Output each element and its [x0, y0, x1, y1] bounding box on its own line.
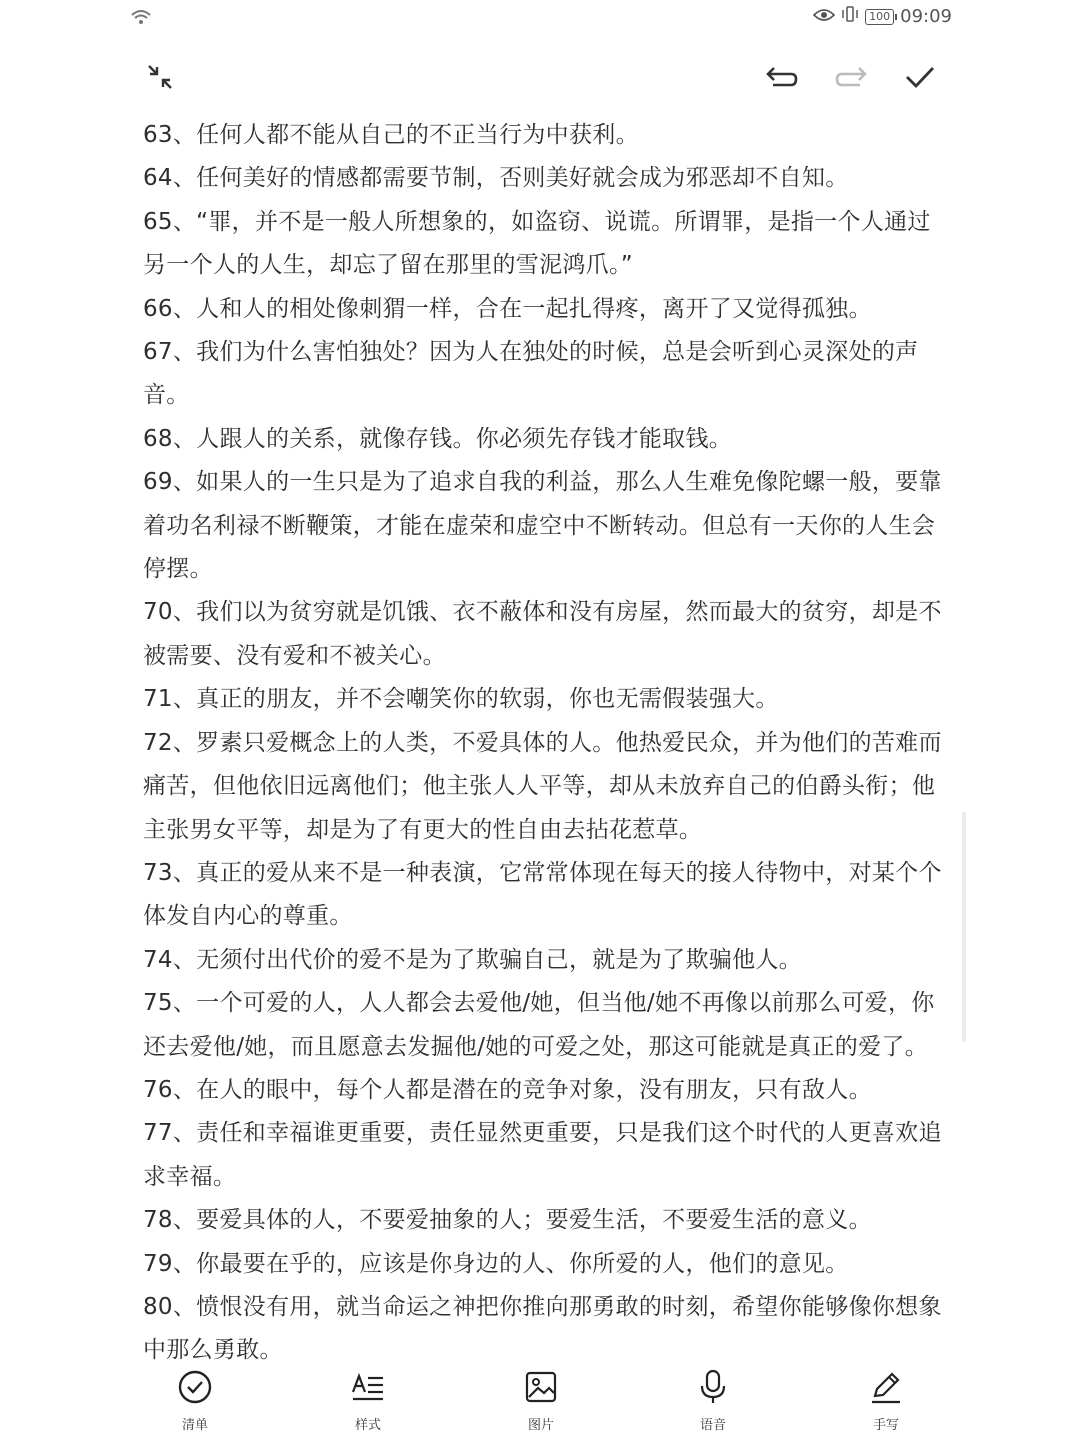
collapse-icon[interactable]: [135, 52, 185, 102]
note-paragraph: 70、我们以为贫穷就是饥饿、衣不蔽体和没有房屋，然而最大的贫穷，却是不被需要、没有爱和不被关心。: [143, 599, 942, 669]
voice-label: 语音: [699, 1418, 726, 1433]
note-paragraph: 65、“罪，并不是一般人所想象的，如盗窃、说谎。所谓罪，是指一个人通过另一个人的人生，却忘了留在那里的雪泥鸿爪。”: [143, 208, 931, 279]
battery-icon: 100: [865, 9, 894, 25]
voice-button[interactable]: [663, 1368, 763, 1433]
text-style-label: 样式: [354, 1418, 381, 1433]
image-label: 图片: [527, 1418, 554, 1433]
handwriting-button[interactable]: [836, 1368, 936, 1433]
note-paragraph: 78、要爱具体的人，不要爱抽象的人；要爱生活，不要爱生活的意义。: [143, 1207, 872, 1234]
status-indicators: [813, 6, 952, 27]
note-paragraph: 71、真正的朋友，并不会嘲笑你的软弱，你也无需假装强大。: [143, 686, 779, 713]
note-paragraph: 75、一个可爱的人，人人都会去爱他/她，但当他/她不再像以前那么可爱，你还去爱他/她，而且愿意去发掘他/她的可爱之处，那这可能就是真正的爱了。: [143, 990, 935, 1060]
note-paragraph: 80、愤恨没有用，就当命运之神把你推向那勇敢的时刻，希望你能够像你想象中那么勇敢。: [143, 1293, 942, 1364]
check-icon[interactable]: [895, 52, 945, 102]
text-style-button[interactable]: [318, 1368, 418, 1433]
editor-toolbar: [0, 52, 1080, 102]
note-paragraph: 73、真正的爱从来不是一种表演，它常常体现在每天的接人待物中，对某个个体发自内心的尊重。: [143, 859, 942, 930]
note-paragraph: 76、在人的眼中，每个人都是潜在的竞争对象，没有朋友，只有敌人。: [143, 1076, 872, 1103]
note-paragraph: 66、人和人的相处像刺猬一样，合在一起扎得疼，离开了又觉得孤独。: [143, 295, 872, 322]
image-button[interactable]: [491, 1368, 591, 1433]
image-icon: [522, 1368, 560, 1410]
note-paragraph: 74、无须付出代价的爱不是为了欺骗自己，就是为了欺骗他人。: [143, 946, 802, 973]
note-paragraph: 68、人跟人的关系，就像存钱。你必须先存钱才能取钱。: [143, 425, 733, 452]
checklist-button[interactable]: [145, 1368, 245, 1433]
checklist-icon: [176, 1368, 214, 1410]
vibrate-icon: [841, 6, 859, 27]
note-paragraph: 77、责任和幸福谁更重要，责任显然更重要，只是我们这个时代的人更喜欢追求幸福。: [143, 1120, 942, 1190]
scrollbar[interactable]: [962, 812, 966, 1042]
pen-icon: [867, 1368, 905, 1410]
undo-icon[interactable]: [757, 52, 807, 102]
checklist-label: 清单: [181, 1418, 208, 1433]
bottom-toolbar: [0, 1368, 1080, 1439]
status-bar: [0, 0, 1080, 36]
microphone-icon: [694, 1368, 732, 1410]
note-paragraph: 64、任何美好的情感都需要节制，否则美好就会成为邪恶却不自知。: [143, 165, 849, 192]
note-paragraph: 63、任何人都不能从自己的不正当行为中获利。: [143, 122, 639, 148]
note-paragraph: 67、我们为什么害怕独处？因为人在独处的时候，总是会听到心灵深处的声音。: [143, 339, 919, 409]
status-time: 09:09: [900, 6, 952, 27]
text-style-icon: [349, 1368, 387, 1410]
redo-icon[interactable]: [826, 52, 876, 102]
handwriting-label: 手写: [872, 1418, 899, 1433]
wifi-icon: [130, 8, 152, 30]
note-paragraph: 79、你最要在乎的，应该是你身边的人、你所爱的人，他们的意见。: [143, 1250, 849, 1277]
note-paragraph: 72、罗素只爱概念上的人类，不爱具体的人。他热爱民众，并为他们的苦难而痛苦，但他依旧远离他们；他主张人人平等，却从未放弃自己的伯爵头衔；他主张男女平等，却是为了有更大的性自由去拈花惹草。: [143, 729, 942, 843]
note-content[interactable]: [143, 114, 943, 1373]
eye-icon: [813, 6, 835, 27]
note-paragraph: 69、如果人的一生只是为了追求自我的利益，那么人生难免像陀螺一般，要靠着功名利禄不断鞭策，才能在虚荣和虚空中不断转动。但总有一天你的人生会停摆。: [143, 469, 942, 583]
